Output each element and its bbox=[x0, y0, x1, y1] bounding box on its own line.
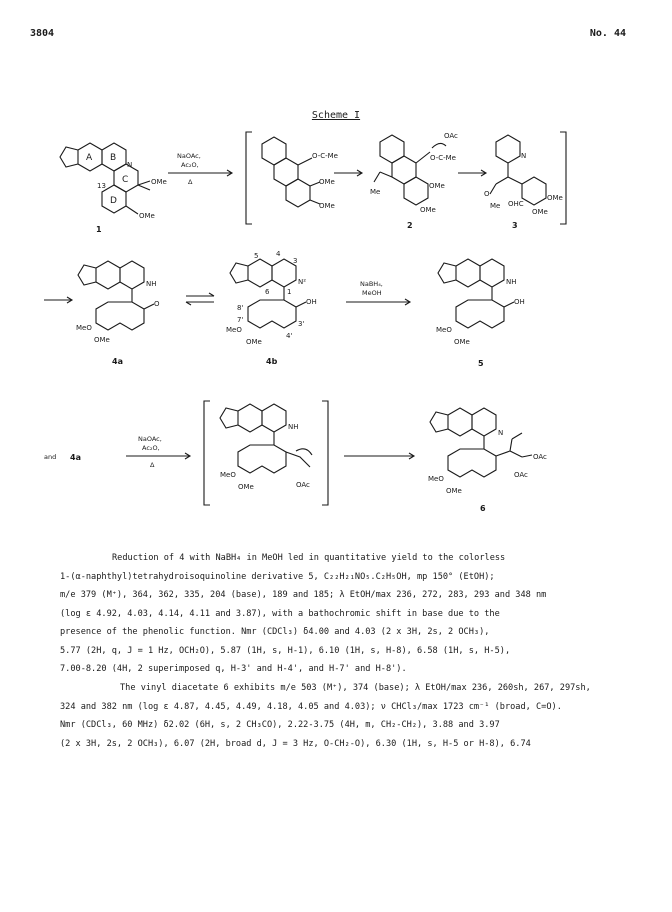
ome-label: OMe bbox=[547, 194, 563, 202]
reaction-arrow-7 bbox=[344, 453, 414, 459]
scheme-row-2 bbox=[0, 250, 672, 375]
position-4-prime: 4' bbox=[286, 332, 293, 340]
bracket-open bbox=[204, 401, 210, 505]
reaction-arrow-5 bbox=[346, 280, 410, 305]
ome-label: OMe bbox=[446, 487, 462, 495]
structure-compound-4a bbox=[76, 261, 160, 366]
structure-compound-2 bbox=[370, 132, 458, 230]
ome-label: OMe bbox=[429, 182, 445, 190]
ome-label: OMe bbox=[454, 338, 470, 346]
position-3-prime: 3' bbox=[298, 320, 305, 328]
body-paragraph-2 bbox=[60, 679, 640, 753]
compound-label-6: 6 bbox=[480, 504, 486, 513]
ome-label: OMe bbox=[246, 338, 262, 346]
structure-compound-6 bbox=[428, 408, 547, 513]
ome-label: OMe bbox=[238, 483, 254, 491]
position-7-prime: 7' bbox=[237, 316, 244, 324]
structure-compound-4b bbox=[226, 250, 317, 366]
text-line: 5.77 (2H, q, J = 1 Hz, OCH₂O), 5.87 (1H, s, H-1), 6.10 (1H, s, H-8), 6.58 (1H, s, H-5), bbox=[60, 645, 511, 656]
ome-label: OMe bbox=[319, 178, 335, 186]
and-label: and bbox=[44, 453, 57, 461]
structure-compound-3 bbox=[484, 135, 563, 230]
ome-label: OMe bbox=[94, 336, 110, 344]
oxo-label: O bbox=[154, 300, 160, 308]
reaction-arrow-4 bbox=[44, 297, 72, 303]
reaction-arrow-2 bbox=[334, 170, 362, 176]
reaction-arrow-6 bbox=[126, 435, 190, 469]
reagent-ac2o: Ac₂O, bbox=[181, 161, 199, 169]
oac-label: OAc bbox=[444, 132, 458, 140]
page-number: 3804 bbox=[30, 28, 55, 39]
ring-label-d: D bbox=[110, 196, 117, 206]
reagent-heat: Δ bbox=[150, 461, 155, 469]
oac-me-label: O-C-Me bbox=[312, 152, 338, 160]
scheme-title: Scheme I bbox=[311, 110, 361, 121]
ome-label: OMe bbox=[420, 206, 436, 214]
journal-issue: No. 44 bbox=[589, 28, 626, 39]
reaction-arrow-3 bbox=[458, 170, 486, 176]
compound-label-2: 2 bbox=[407, 221, 413, 230]
me-label: Me bbox=[370, 188, 381, 196]
oh-label: OH bbox=[514, 298, 525, 306]
nh-label: NH bbox=[506, 278, 517, 286]
me-label: Me bbox=[490, 202, 501, 210]
text-line: 7.00-8.20 (4H, 2 superimposed q, H-3' and H-4', and H-7' and H-8'). bbox=[60, 664, 407, 674]
bracket-open bbox=[246, 132, 252, 224]
text-line: (2 x 3H, 2s, 2 OCH₃), 6.07 (2H, broad d, J = 3 Hz, O-CH₂-O), 6.30 (1H, s, H-5 or H-8), 6.74 bbox=[60, 738, 531, 749]
oac-label: OAc bbox=[533, 453, 547, 461]
text-line: Nmr (CDCl₃, 60 MHz) δ2.02 (6H, s, 2 CH₃CO), 2.22-3.75 (4H, m, CH₂-CH₂), 3.88 and 3.97 bbox=[60, 720, 500, 730]
oxo-label: O bbox=[484, 190, 490, 198]
text-line: 1-(α-naphthyl)tetrahydroisoquinoline derivative 5, C₂₂H₂₁NO₅.C₂H₅OH, mp 150° (EtOH); bbox=[60, 571, 495, 582]
text-line: 324 and 382 nm (log ε 4.87, 4.45, 4.49, 4.18, 4.05 and 4.03); ν CHCl₃/max 1723 cm⁻¹ (broad, C=O). bbox=[60, 701, 562, 712]
structure-intermediate-2 bbox=[220, 404, 312, 491]
ohc-label: OHC bbox=[508, 200, 524, 208]
reagent-naoac: NaOAc, bbox=[177, 152, 201, 160]
ome-label: OMe bbox=[319, 202, 335, 210]
reagent-heat: Δ bbox=[188, 178, 193, 186]
reagent-meoh: MeOH bbox=[362, 289, 382, 297]
compound-label-5: 5 bbox=[478, 359, 484, 368]
atom-n: N bbox=[498, 429, 504, 437]
text-line: The vinyl diacetate 6 exhibits m/e 503 (M⁺), 374 (base); λ EtOH/max 236, 260sh, 267, 297sh, bbox=[120, 683, 591, 693]
scheme-row-3 bbox=[0, 395, 672, 520]
position-1: 1 bbox=[287, 288, 292, 296]
oac-me-label: O-C-Me bbox=[430, 154, 456, 162]
meo-label: MeO bbox=[226, 326, 242, 334]
position-13-label: 13 bbox=[97, 182, 106, 190]
ring-label-b: B bbox=[110, 153, 117, 163]
ring-label-c: C bbox=[122, 175, 129, 185]
n2-label: N² bbox=[298, 278, 307, 286]
compound-label-3: 3 bbox=[512, 221, 518, 230]
structure-intermediate bbox=[262, 137, 338, 210]
position-8-prime: 8' bbox=[237, 304, 244, 312]
oac-label: OAc bbox=[296, 481, 310, 489]
meo-label: MeO bbox=[428, 475, 444, 483]
text-line: m/e 379 (M⁺), 364, 362, 335, 204 (base), 189 and 185; λ EtOH/max 236, 272, 283, 293 and 348 nm bbox=[60, 590, 547, 600]
oh-label: OH bbox=[306, 298, 317, 306]
structure-compound-1 bbox=[60, 143, 167, 234]
compound-label-4b: 4b bbox=[266, 357, 278, 366]
bracket-close bbox=[322, 401, 328, 505]
ome-label: OMe bbox=[532, 208, 548, 216]
scheme-row-1 bbox=[0, 122, 672, 237]
atom-n-minus: N bbox=[521, 152, 527, 160]
curved-arrow bbox=[432, 143, 446, 148]
position-3: 3 bbox=[293, 257, 298, 265]
reaction-arrow-1 bbox=[168, 152, 232, 186]
ome-label: OMe bbox=[151, 178, 167, 186]
reagent-ac2o: Ac₂O, bbox=[142, 444, 160, 452]
position-6: 6 bbox=[265, 288, 270, 296]
structure-compound-5 bbox=[436, 259, 525, 368]
body-paragraph-1 bbox=[60, 549, 640, 679]
bracket-close bbox=[560, 132, 566, 224]
ring-label-a: A bbox=[86, 153, 93, 163]
text-line: (log ε 4.92, 4.03, 4.14, 4.11 and 3.87), with a bathochromic shift in base due to the bbox=[60, 608, 500, 619]
position-4: 4 bbox=[276, 250, 281, 258]
ome-label: OMe bbox=[139, 212, 155, 220]
reagent-nabh4: NaBH₄, bbox=[360, 280, 383, 288]
compound-label-4a: 4a bbox=[112, 357, 123, 366]
equilibrium-arrows bbox=[186, 293, 214, 305]
position-5: 5 bbox=[254, 252, 259, 260]
meo-label: MeO bbox=[436, 326, 452, 334]
compound-label-1: 1 bbox=[96, 225, 102, 234]
reagent-naoac: NaOAc, bbox=[138, 435, 162, 443]
meo-label: MeO bbox=[220, 471, 236, 479]
nh-label: NH bbox=[288, 423, 299, 431]
meo-label: MeO bbox=[76, 324, 92, 332]
oac-label: OAc bbox=[514, 471, 528, 479]
curved-arrow bbox=[296, 449, 312, 455]
atom-n-plus: N bbox=[127, 161, 133, 169]
text-line: Reduction of 4 with NaBH₄ in MeOH led in quantitative yield to the colorless bbox=[112, 553, 506, 563]
nh-label: NH bbox=[146, 280, 157, 288]
compound-ref-4a: 4a bbox=[70, 453, 81, 462]
text-line: presence of the phenolic function. Nmr (CDCl₃) δ4.00 and 4.03 (2 x 3H, 2s, 2 OCH₃), bbox=[60, 627, 490, 637]
